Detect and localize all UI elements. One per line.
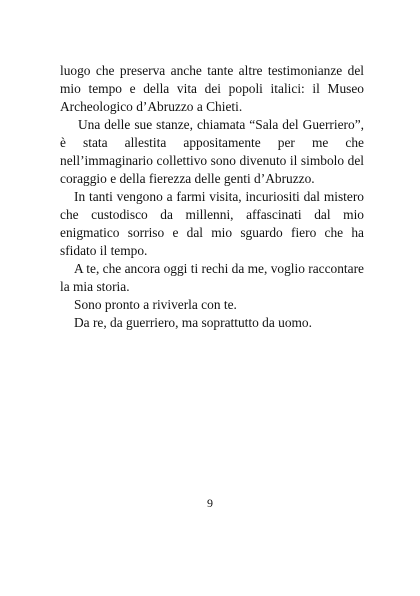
paragraph-visitors: In tanti vengono a farmi visita, incuriositi dal mistero che custodisco da millenni, affascinati dal mio enigmatico sorriso e dal mio sguardo fiero che ha sfidato il tempo. — [60, 189, 364, 258]
paragraph-story: A te, che ancora oggi ti rechi da me, voglio raccontare la mia storia. — [60, 261, 365, 294]
body-text — [60, 62, 364, 332]
paragraph-closing: Da re, da guerriero, ma soprattutto da uomo. — [74, 315, 312, 330]
paragraph-ready: Sono pronto a riviverla con te. — [74, 297, 237, 312]
page-number: 9 — [207, 496, 213, 510]
paragraph-continuation: luogo che preserva anche tante altre testimonianze del mio tempo e della vita dei popoli italici: il Museo Archeologico d’Abruzzo a Chieti. — [60, 63, 364, 114]
paragraph-sala-del-guerriero: Una delle sue stanze, chiamata “Sala del Guerriero”, è stata allestita appositamente per me che nell’immaginario collettivo sono divenuto il simbolo del coraggio e della fierezza delle genti d’Abruzzo. — [60, 117, 364, 186]
